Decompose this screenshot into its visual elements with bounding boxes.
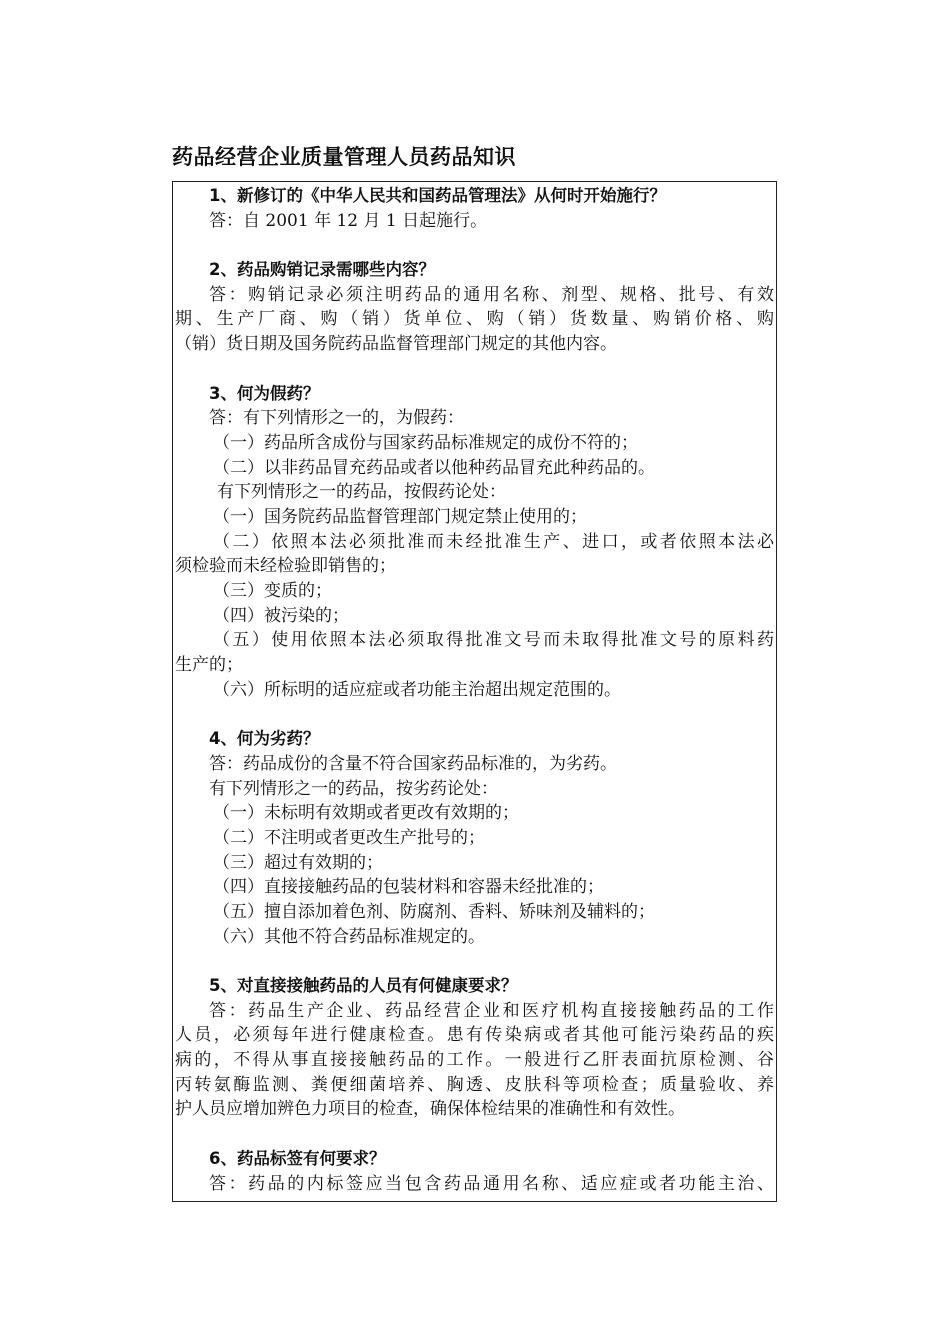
question-2: 2、药品购销记录需哪些内容？ — [209, 260, 435, 280]
answer-2-line: （销）货日期及国务院药品监督管理部门规定的其他内容。 — [175, 334, 617, 355]
answer-3-line: （二）以非药品冒充药品或者以他种药品冒充此种药品的。 — [213, 457, 655, 478]
answer-3-line: （三）变质的； — [213, 581, 332, 601]
answer-1: 答：自 2001 年 12 月 1 日起施行。 — [209, 210, 488, 231]
spacer — [175, 949, 774, 974]
answer-3-line: （五）使用依照本法必须取得批准文号而未取得批准文号的原料药 — [213, 630, 774, 651]
qa-content-box — [172, 181, 777, 1202]
document-title: 药品经营企业质量管理人员药品知识 — [172, 145, 516, 169]
answer-4-line: 答：药品成份的含量不符合国家药品标准的，为劣药。 — [209, 753, 617, 774]
answer-4-line: （二）不注明或者更改生产批号的； — [213, 827, 485, 848]
answer-5-line: 答：药品生产企业、药品经营企业和医疗机构直接接触药品的工作 — [209, 1000, 774, 1021]
answer-4-line: （六）其他不符合药品标准规定的。 — [213, 926, 485, 947]
answer-3-line: （一）国务院药品监督管理部门规定禁止使用的； — [213, 506, 587, 527]
answer-3-line: （一）药品所含成份与国家药品标准规定的成份不符的； — [213, 432, 638, 453]
answer-5-line: 人员，必须每年进行健康检查。患有传染病或者其他可能污染药品的疾 — [175, 1025, 774, 1046]
answer-4-line: 有下列情形之一的药品，按劣药论处： — [209, 778, 498, 799]
answer-5-line: 丙转氨酶监测、粪便细菌培养、胸透、皮肤科等项检查；质量验收、养 — [175, 1074, 774, 1095]
answer-4-line: （一）未标明有效期或者更改有效期的； — [213, 803, 519, 824]
answer-4-line: （四）直接接触药品的包装材料和容器未经批准的； — [213, 877, 604, 898]
question-1: 1、新修订的《中华人民共和国药品管理法》从何时开始施行？ — [209, 186, 666, 205]
answer-3-line: 有下列情形之一的药品，按假药论处： — [217, 482, 506, 503]
spacer — [175, 702, 774, 727]
answer-3-line: 须检验而未经检验即销售的； — [175, 556, 396, 577]
question-6: 6、药品标签有何要求？ — [209, 1148, 386, 1168]
answer-3-line: （六）所标明的适应症或者功能主治超出规定范围的。 — [213, 679, 621, 700]
question-5: 5、对直接接触药品的人员有何健康要求？ — [209, 976, 518, 995]
question-4: 4、何为劣药？ — [209, 729, 320, 749]
answer-3-line: 答：有下列情形之一的，为假药： — [209, 408, 464, 429]
answer-2-line: 答：购销记录必须注明药品的通用名称、剂型、规格、批号、有效 — [209, 284, 774, 305]
spacer — [175, 1122, 774, 1147]
answer-4-line: （三）超过有效期的； — [213, 852, 383, 873]
spacer — [175, 233, 774, 258]
question-3: 3、何为假药？ — [209, 383, 320, 403]
spacer — [175, 357, 774, 382]
answer-3-line: 生产的； — [175, 655, 243, 676]
answer-5-line: 病的，不得从事直接接触药品的工作。一般进行乙肝表面抗原检测、谷 — [175, 1050, 774, 1071]
answer-6-line: 答：药品的内标签应当包含药品通用名称、适应症或者功能主治、 — [209, 1173, 774, 1194]
answer-3-line: （四）被污染的； — [213, 605, 349, 626]
answer-5-line: 护人员应增加辨色力项目的检查，确保体检结果的准确性和有效性。 — [175, 1099, 685, 1120]
answer-3-line: （二）依照本法必须批准而未经批准生产、进口，或者依照本法必 — [213, 531, 774, 552]
answer-4-line: （五）擅自添加着色剂、防腐剂、香料、矫味剂及辅料的； — [213, 901, 655, 922]
answer-2-line: 期、生产厂商、购（销）货单位、购（销）货数量、购销价格、购 — [175, 309, 774, 330]
